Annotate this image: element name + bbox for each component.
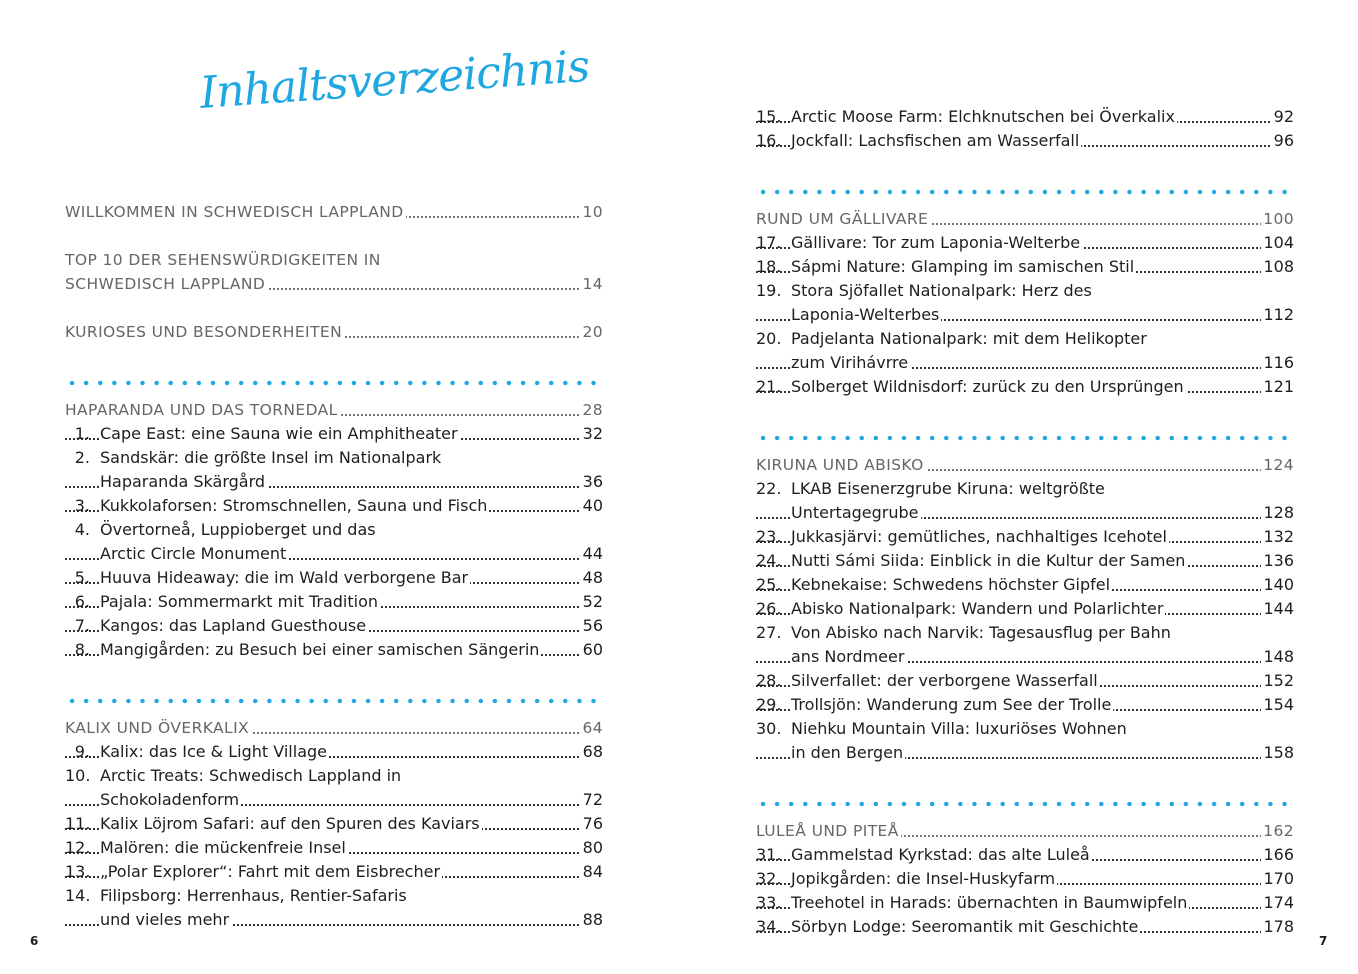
page-ref: 52 bbox=[581, 590, 603, 614]
page-ref: 121 bbox=[1261, 375, 1294, 399]
entry-title: Niehku Mountain Villa: luxuriöses Wohnen bbox=[791, 717, 1129, 741]
section-divider bbox=[756, 799, 1294, 809]
entry-title: Schokoladenform bbox=[100, 788, 241, 812]
page-ref: 132 bbox=[1261, 525, 1294, 549]
page-ref: 56 bbox=[581, 614, 603, 638]
entry-number: 22. bbox=[756, 479, 782, 498]
page-ref: 170 bbox=[1261, 867, 1294, 891]
entry-title: Abisko Nationalpark: Wandern und Polarlichter bbox=[791, 597, 1165, 621]
page-ref: 140 bbox=[1261, 573, 1294, 597]
spacer bbox=[756, 399, 1294, 423]
entry-title: Silverfallet: der verborgene Wasserfall bbox=[791, 669, 1100, 693]
section-heading bbox=[756, 819, 1294, 843]
entry-number: 15. bbox=[756, 107, 782, 126]
page-ref: 152 bbox=[1261, 669, 1294, 693]
entry-title: Stora Sjöfallet Nationalpark: Herz des bbox=[791, 279, 1094, 303]
entry-title: LKAB Eisenerzgrube Kiruna: weltgrößte bbox=[791, 477, 1107, 501]
entry-title: Jockfall: Lachsfischen am Wasserfall bbox=[791, 129, 1081, 153]
page-ref: 100 bbox=[1261, 207, 1294, 231]
entry-title: Trollsjön: Wanderung zum See der Trolle bbox=[791, 693, 1113, 717]
toc-entry bbox=[756, 597, 1294, 621]
toc-entry bbox=[756, 525, 1294, 549]
entry-title: Pajala: Sommermarkt mit Tradition bbox=[100, 590, 380, 614]
toc-entry bbox=[756, 891, 1294, 915]
toc-entry bbox=[756, 717, 1294, 741]
entry-number: 27. bbox=[756, 623, 782, 642]
toc-entry bbox=[65, 494, 603, 518]
toc-entry bbox=[65, 422, 603, 446]
toc-entry bbox=[65, 614, 603, 638]
toc-entry-continuation bbox=[756, 645, 1294, 669]
page-ref: 60 bbox=[581, 638, 603, 662]
page-ref: 158 bbox=[1261, 741, 1294, 765]
entry-title: Filipsborg: Herrenhaus, Rentier-Safaris bbox=[100, 884, 409, 908]
page-ref: 36 bbox=[581, 470, 603, 494]
spacer bbox=[65, 344, 603, 368]
page-ref: 108 bbox=[1261, 255, 1294, 279]
entry-number: 11. bbox=[65, 814, 91, 833]
toc-entry bbox=[65, 638, 603, 662]
toc-entry-continuation bbox=[65, 788, 603, 812]
toc-entry bbox=[756, 279, 1294, 303]
page-ref: 28 bbox=[580, 398, 603, 422]
right-page bbox=[679, 0, 1358, 974]
entry-title: Arctic Moose Farm: Elchknutschen bei Överkalix bbox=[791, 105, 1177, 129]
spacer bbox=[756, 153, 1294, 177]
section-heading bbox=[65, 716, 603, 740]
toc-entry bbox=[756, 255, 1294, 279]
entry-number: 7. bbox=[74, 616, 90, 635]
page-ref: 64 bbox=[580, 716, 603, 740]
page-ref: 144 bbox=[1261, 597, 1294, 621]
entry-title: Jopikgården: die Insel-Huskyfarm bbox=[791, 867, 1057, 891]
entry-number: 30. bbox=[756, 719, 782, 738]
entry-number: 19. bbox=[756, 281, 782, 300]
section-title: HAPARANDA UND DAS TORNEDAL bbox=[65, 398, 340, 422]
page-number-right: 7 bbox=[1319, 934, 1328, 948]
toc-entry-continuation bbox=[65, 908, 603, 932]
page-ref: 72 bbox=[581, 788, 603, 812]
toc-entry bbox=[65, 764, 603, 788]
page-ref: 96 bbox=[1272, 129, 1294, 153]
entry-title: Jukkasjärvi: gemütliches, nachhaltiges Icehotel bbox=[791, 525, 1169, 549]
entry-title: Sápmi Nature: Glamping im samischen Stil bbox=[791, 255, 1136, 279]
toc-entry bbox=[756, 477, 1294, 501]
toc-entry bbox=[65, 860, 603, 884]
page-ref: 112 bbox=[1261, 303, 1294, 327]
entry-title: Huuva Hideaway: die im Wald verborgene Bar bbox=[100, 566, 470, 590]
page-ref: 84 bbox=[581, 860, 603, 884]
toc-entry bbox=[756, 375, 1294, 399]
section-divider bbox=[756, 187, 1294, 197]
toc-entry bbox=[756, 129, 1294, 153]
entry-title: Padjelanta Nationalpark: mit dem Helikopter bbox=[791, 327, 1149, 351]
page-ref: 14 bbox=[580, 272, 603, 296]
section-divider bbox=[65, 378, 603, 388]
entry-title: Cape East: eine Sauna wie ein Amphitheater bbox=[100, 422, 460, 446]
entry-title: ans Nordmeer bbox=[791, 645, 906, 669]
page-ref: 48 bbox=[581, 566, 603, 590]
section-title: RUND UM GÄLLIVARE bbox=[756, 207, 930, 231]
toc-entry bbox=[756, 573, 1294, 597]
toc-entry bbox=[756, 549, 1294, 573]
entry-number: 16. bbox=[756, 131, 782, 150]
page-ref: 104 bbox=[1261, 231, 1294, 255]
entry-number: 10. bbox=[65, 766, 91, 785]
entry-title: Kangos: das Lapland Guesthouse bbox=[100, 614, 368, 638]
intro-heading bbox=[65, 272, 603, 296]
page-ref: 80 bbox=[581, 836, 603, 860]
entry-title: „Polar Explorer“: Fahrt mit dem Eisbrecher bbox=[100, 860, 442, 884]
page-ref: 44 bbox=[581, 542, 603, 566]
entry-title: Mangigården: zu Besuch bei einer samischen Sängerin bbox=[100, 638, 541, 662]
entry-number: 18. bbox=[756, 257, 782, 276]
section-heading bbox=[756, 207, 1294, 231]
page-ref: 40 bbox=[581, 494, 603, 518]
intro-heading bbox=[65, 248, 603, 272]
entry-number: 1. bbox=[74, 424, 90, 443]
entry-title: und vieles mehr bbox=[100, 908, 231, 932]
page-ref: 10 bbox=[580, 200, 603, 224]
entry-number: 13. bbox=[65, 862, 91, 881]
toc-entry-continuation bbox=[65, 470, 603, 494]
page-ref: 174 bbox=[1261, 891, 1294, 915]
entry-number: 25. bbox=[756, 575, 782, 594]
entry-title: Haparanda Skärgård bbox=[100, 470, 267, 494]
intro-title: TOP 10 DER SEHENSWÜRDIGKEITEN IN bbox=[65, 248, 383, 272]
section-heading bbox=[65, 398, 603, 422]
entry-title: Von Abisko nach Narvik: Tagesausflug per Bahn bbox=[791, 621, 1173, 645]
toc-entry bbox=[756, 693, 1294, 717]
entry-number: 21. bbox=[756, 377, 782, 396]
section-title: LULEÅ UND PITEÅ bbox=[756, 819, 901, 843]
page-ref: 92 bbox=[1272, 105, 1294, 129]
intro-title: KURIOSES UND BESONDERHEITEN bbox=[65, 320, 344, 344]
section-divider bbox=[756, 433, 1294, 443]
entry-number: 14. bbox=[65, 886, 91, 905]
entry-number: 24. bbox=[756, 551, 782, 570]
entry-number: 9. bbox=[74, 742, 90, 761]
page-ref: 162 bbox=[1261, 819, 1294, 843]
toc-entry bbox=[65, 812, 603, 836]
entry-number: 29. bbox=[756, 695, 782, 714]
left-toc-column bbox=[65, 200, 603, 932]
entry-title: Solberget Wildnisdorf: zurück zu den Ursprüngen bbox=[791, 375, 1186, 399]
page-ref: 124 bbox=[1261, 453, 1294, 477]
section-heading bbox=[756, 453, 1294, 477]
toc-entry bbox=[756, 669, 1294, 693]
page-ref: 68 bbox=[581, 740, 603, 764]
toc-entry bbox=[65, 518, 603, 542]
toc-entry bbox=[65, 446, 603, 470]
toc-entry bbox=[65, 590, 603, 614]
toc-entry-continuation bbox=[65, 542, 603, 566]
toc-entry bbox=[756, 327, 1294, 351]
page-ref: 32 bbox=[581, 422, 603, 446]
entry-title: Sandskär: die größte Insel im Nationalpark bbox=[100, 446, 443, 470]
page-ref: 20 bbox=[580, 320, 603, 344]
entry-number: 4. bbox=[74, 520, 90, 539]
entry-number: 3. bbox=[74, 496, 90, 515]
toc-entry bbox=[65, 884, 603, 908]
toc-entry bbox=[756, 231, 1294, 255]
intro-title: SCHWEDISCH LAPPLAND bbox=[65, 272, 267, 296]
entry-number: 32. bbox=[756, 869, 782, 888]
entry-number: 33. bbox=[756, 893, 782, 912]
entry-title: Gällivare: Tor zum Laponia-Welterbe bbox=[791, 231, 1082, 255]
page-ref: 76 bbox=[581, 812, 603, 836]
entry-title: Malören: die mückenfreie Insel bbox=[100, 836, 348, 860]
entry-title: Övertorneå, Luppioberget und das bbox=[100, 518, 378, 542]
entry-title: Kebnekaise: Schwedens höchster Gipfel bbox=[791, 573, 1112, 597]
entry-number: 23. bbox=[756, 527, 782, 546]
toc-entry bbox=[756, 915, 1294, 939]
toc-entry-continuation bbox=[756, 741, 1294, 765]
entry-title: Nutti Sámi Siida: Einblick in die Kultur der Samen bbox=[791, 549, 1187, 573]
toc-entry-continuation bbox=[756, 501, 1294, 525]
entry-title: in den Bergen bbox=[791, 741, 905, 765]
spacer bbox=[65, 224, 603, 248]
toc-entry-continuation bbox=[756, 303, 1294, 327]
toc-entry bbox=[756, 843, 1294, 867]
toc-entry bbox=[756, 621, 1294, 645]
entry-number: 26. bbox=[756, 599, 782, 618]
page-ref: 116 bbox=[1261, 351, 1294, 375]
entry-title: zum Virihávrre bbox=[791, 351, 910, 375]
entry-title: Kalix: das Ice & Light Village bbox=[100, 740, 329, 764]
entry-title: Kalix Löjrom Safari: auf den Spuren des Kaviars bbox=[100, 812, 482, 836]
entry-number: 6. bbox=[74, 592, 90, 611]
toc-entry bbox=[65, 836, 603, 860]
section-title: KALIX UND ÖVERKALIX bbox=[65, 716, 251, 740]
page-ref: 148 bbox=[1261, 645, 1294, 669]
spacer bbox=[756, 765, 1294, 789]
entry-title: Gammelstad Kyrkstad: das alte Luleå bbox=[791, 843, 1092, 867]
page-ref: 128 bbox=[1261, 501, 1294, 525]
entry-number: 8. bbox=[74, 640, 90, 659]
entry-number: 28. bbox=[756, 671, 782, 690]
section-divider bbox=[65, 696, 603, 706]
toc-entry bbox=[756, 867, 1294, 891]
page-ref: 136 bbox=[1261, 549, 1294, 573]
spacer bbox=[65, 662, 603, 686]
page-number-left: 6 bbox=[30, 934, 39, 948]
intro-heading bbox=[65, 200, 603, 224]
toc-entry bbox=[65, 566, 603, 590]
entry-number: 12. bbox=[65, 838, 91, 857]
entry-title: Sörbyn Lodge: Seeromantik mit Geschichte bbox=[791, 915, 1140, 939]
entry-title: Arctic Circle Monument bbox=[100, 542, 288, 566]
page-ref: 166 bbox=[1261, 843, 1294, 867]
entry-number: 2. bbox=[74, 448, 90, 467]
entry-title: Untertagegrube bbox=[791, 501, 921, 525]
entry-number: 34. bbox=[756, 917, 782, 936]
toc-entry-continuation bbox=[756, 351, 1294, 375]
page-ref: 88 bbox=[581, 908, 603, 932]
entry-title: Laponia-Welterbes bbox=[791, 303, 941, 327]
entry-number: 5. bbox=[74, 568, 90, 587]
intro-title: WILLKOMMEN IN SCHWEDISCH LAPPLAND bbox=[65, 200, 406, 224]
right-toc-column bbox=[756, 105, 1294, 939]
section-title: KIRUNA UND ABISKO bbox=[756, 453, 926, 477]
toc-entry bbox=[756, 105, 1294, 129]
entry-title: Treehotel in Harads: übernachten in Baumwipfeln bbox=[791, 891, 1189, 915]
entry-number: 31. bbox=[756, 845, 782, 864]
page-ref: 178 bbox=[1261, 915, 1294, 939]
entry-title: Arctic Treats: Schwedisch Lappland in bbox=[100, 764, 403, 788]
entry-number: 20. bbox=[756, 329, 782, 348]
intro-heading bbox=[65, 320, 603, 344]
toc-entry bbox=[65, 740, 603, 764]
entry-number: 17. bbox=[756, 233, 782, 252]
entry-title: Kukkolaforsen: Stromschnellen, Sauna und Fisch bbox=[100, 494, 489, 518]
page-ref: 154 bbox=[1261, 693, 1294, 717]
toc-title: Inhaltsverzeichnis bbox=[198, 40, 591, 119]
spacer bbox=[65, 296, 603, 320]
